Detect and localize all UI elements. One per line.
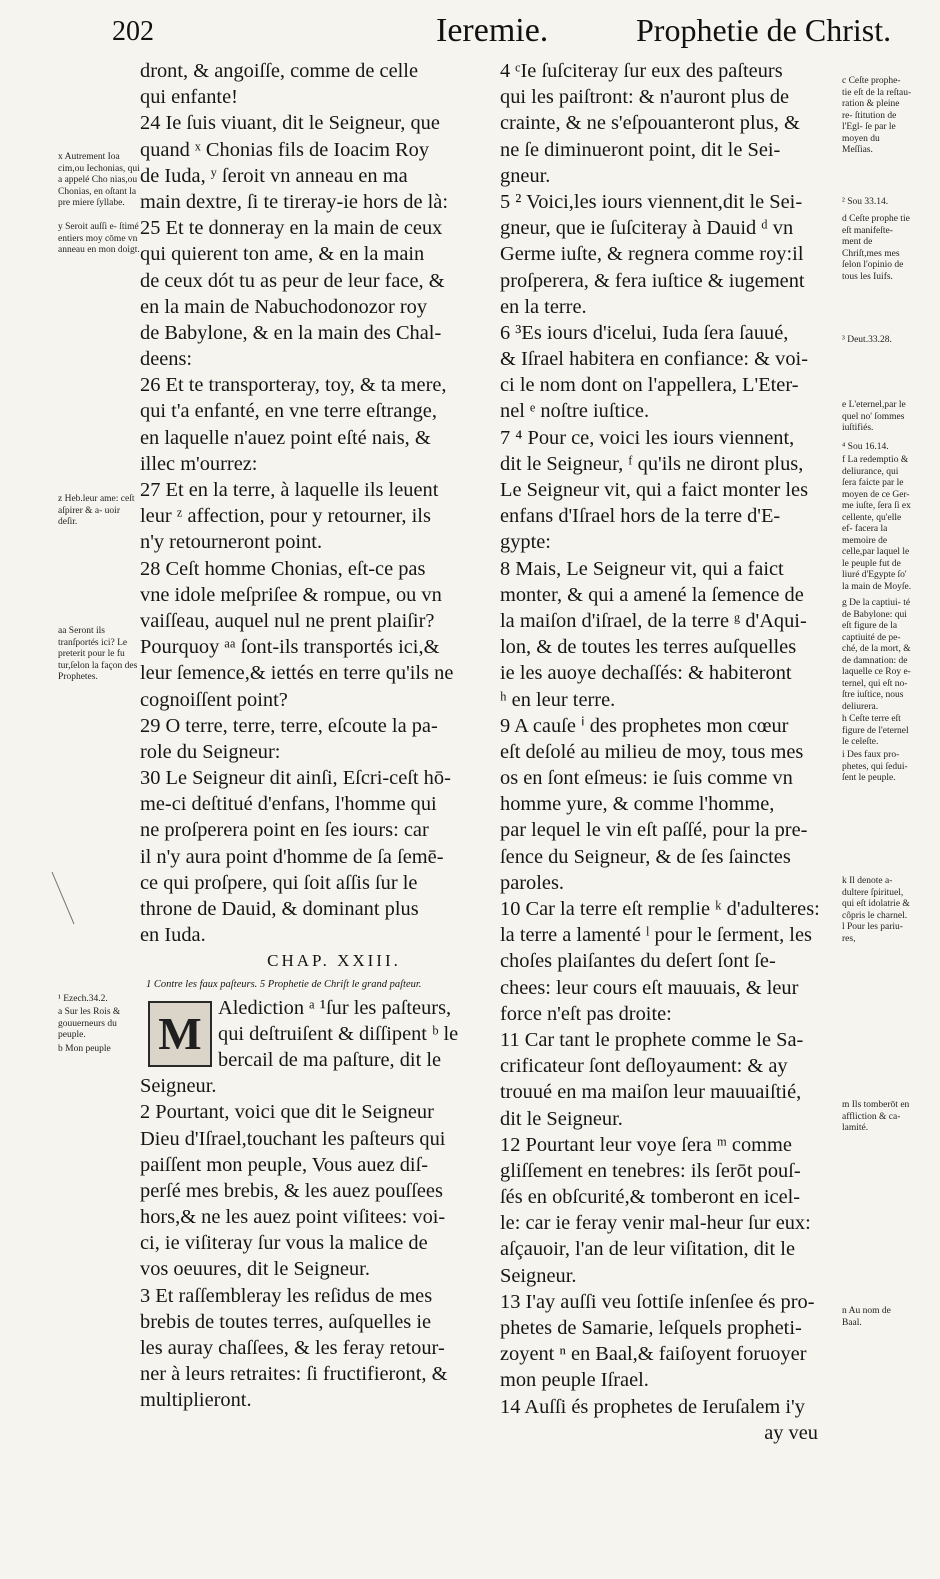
margin-note-h: h Ceſte terre eſt figure de l'eternel le celeſte. (842, 714, 909, 747)
margin-note-n: n Au nom de Baal. (842, 1306, 891, 1328)
text-line: en laquelle n'auez point eſté nais, & (140, 426, 431, 449)
text-line: ſence du Seigneur, & de ſes ſainctes (500, 845, 791, 868)
text-line: vne idole meſpriſee & rompue, ou vn (140, 583, 442, 606)
verse-27: 27 Et en la terre, à laquelle ils leuent (140, 479, 439, 501)
margin-note-a: a Sur les Rois & gouuerneurs du peuple. (58, 1007, 121, 1040)
text-line: Pourquoy ᵃᵃ ſont-ils transportés ici,& (140, 636, 440, 659)
text-line: vos oeuures, dit le Seigneur. (140, 1258, 370, 1281)
text-line: trouué en ma maiſon leur mauuaiſtié, (500, 1081, 802, 1104)
verse-1: Alediction ᵃ ¹ſur les paſteurs, (218, 996, 452, 1019)
margin-note-ref-4: ⁴ Sou 16.14. (842, 442, 889, 452)
text-line: la maiſon d'iſrael, de la terre ᵍ d'Aqui- (500, 609, 807, 632)
text-line: vaiſſeau, auquel nul ne prent plaiſir? (140, 609, 435, 632)
text-line: deens: (140, 348, 193, 371)
text-line: il n'y aura point d'homme de ſa ſemē- (140, 845, 444, 868)
text-line: me-ci deſtitué d'enfans, l'homme qui (140, 793, 437, 816)
text-line: de Babylone, & en la main des Chal- (140, 321, 442, 344)
text-line: les auray chaſſees, & les feray retour- (140, 1337, 445, 1359)
text-line: en la main de Nabuchodonozor roy (140, 295, 428, 318)
margin-note-e: e L'eternel,par le quel no' ſommes iuſtifiés. (842, 400, 906, 433)
text-line: proſperera, & fera iuſtice & iugement (500, 269, 805, 292)
text-line: par lequel le vin eſt paſſé, pour la pre- (500, 819, 808, 842)
text-line: la terre a lamenté ˡ pour le ſerment, les (500, 924, 812, 947)
text-line: perſé mes brebis, & les auez pouſſees (140, 1179, 443, 1202)
left-text-column (140, 58, 488, 1414)
text-line: force n'eſt pas droite: (500, 1002, 672, 1025)
text-line: crificateur ſont deſloyaument: & ay (500, 1055, 788, 1078)
page-number: 202 (112, 16, 154, 47)
text-line: role du Seigneur: (140, 740, 281, 763)
text-line: en Iuda. (140, 924, 206, 947)
margin-note-k: k Il denote a- dultere ſpirituel, qui eſt idolatrie & côpris le charnel. (842, 876, 910, 921)
text-line: qui quierent ton ame, & en la main (140, 243, 425, 266)
margin-note-c: c Ceſte prophe- tie eſt de la reſtau- ration & pleine re- ſtitution de l'Egl- ſe par le moyen du Meſſias. (842, 76, 912, 155)
text-line: ci, ie viſiteray ſur vous la malice de (140, 1232, 428, 1255)
text-line: ʰ en leur terre. (500, 688, 616, 711)
text-line: Seigneur. (140, 1075, 217, 1098)
text-line: ci le nom dont on l'appellera, L'Eter- (500, 374, 799, 397)
verse-4: 4 ᶜIe ſuſciteray ſur eux des paſteurs (500, 60, 783, 82)
text-line: qui deſtruiſent & diſſipent ᵇ le (218, 1022, 459, 1045)
text-line: multiplieront. (140, 1389, 252, 1412)
text-line: aſçauoir, l'an de leur viſitation, dit le (500, 1238, 796, 1261)
stray-ink-mark (48, 868, 78, 928)
margin-note-z: z Heb.leur ame: ceſt aſpirer & a- uoir deſir. (58, 494, 135, 527)
text-line: ne proſperera point en ſes iours: car (140, 819, 429, 842)
text-line: bercail de ma paſture, dit le (218, 1048, 442, 1071)
text-line: enfans d'Iſrael hors de la terre d'E- (500, 505, 781, 528)
text-line: de ceux dót tu as peur de leur face, & (140, 269, 445, 292)
text-line: dit le Seigneur, ᶠ qu'ils ne diront plus, (500, 452, 804, 475)
chapter-summary: 1 Contre les faux paſteurs. 5 Prophetie de Chriſt le grand paſteur. (146, 978, 422, 990)
verse-24: 24 Ie ſuis viuant, dit le Seigneur, que (140, 112, 440, 135)
text-line: ce qui proſpere, qui ſoit aſſis ſur le (140, 871, 418, 894)
verse-13: 13 I'ay auſſi veu ſottiſe inſenſee és pro- (500, 1290, 815, 1313)
margin-note-y: y Seroit auſſi e- ſtimé entiers moy cōme vn anneau en mon doigt. (58, 222, 140, 255)
margin-note-x: x Autrement Ioa cim,ou Iechonias, qui a appelé Cho nias,ou Chonias, en oſtant la pre miere ſyllabe. (58, 152, 140, 208)
text-line: os en ſont eſmeus: ie ſuis comme vn (500, 767, 793, 790)
text-line: ner à leurs retraites: ſi fructifieront, & (140, 1363, 448, 1386)
margin-note-ref-2: ² Sou 33.14. (842, 197, 889, 207)
margin-note-g: g De la captiui- té de Babylone: qui eſt figure de la captiuité de pe- ché, de la mort, & de damnation: de laquelle ce Roy e- ternel, qui eſt no- ſtre iuſtice, nous deliurera. (842, 598, 911, 712)
text-line: gneur. (500, 164, 551, 187)
text-line: dront, & angoiſſe, comme de celle (140, 60, 419, 82)
text-line: crainte, & ne s'eſpouanteront plus, & (500, 112, 800, 135)
text-line: choſes plaiſantes du deſert ſont ſe- (500, 950, 776, 973)
text-line: lon, & de toutes les terres auſquelles (500, 636, 797, 659)
text-line: Dieu d'Iſrael,touchant les paſteurs qui (140, 1127, 446, 1150)
text-line: cognoiſſent point? (140, 688, 288, 711)
verse-5: 5 ² Voici,les iours viennent,dit le Sei- (500, 190, 803, 213)
text-line: phetes de Samarie, leſquels propheti- (500, 1317, 802, 1339)
chapter-heading: CHAP. XXIII. (267, 951, 401, 971)
text-line: Germe iuſte, & regnera comme roy:il (500, 243, 804, 266)
verse-30: 30 Le Seigneur dit ainſi, Eſcri-ceſt hō- (140, 767, 451, 790)
text-line: illec m'ourrez: (140, 452, 258, 475)
text-line: Le Seigneur vit, qui a faict monter les (500, 479, 809, 501)
text-line: leur ᶻ affection, pour y retourner, ils (140, 505, 431, 528)
text-line: eſt deſolé au milieu de moy, tous mes (500, 740, 804, 763)
margin-note-b: b Mon peuple (58, 1044, 111, 1054)
margin-note-aa: aa Seront ils tranſportés ici? Le preterit pour le fu tur,ſelon la façon des Prophetes. (58, 626, 138, 682)
text-line: dit le Seigneur. (500, 1107, 623, 1130)
text-line: brebis de toutes terres, auſquelles ie (140, 1310, 432, 1333)
text-line: quand ˣ Chonias fils de Ioacim Roy (140, 138, 430, 161)
text-line: main dextre, ſi te tireray-ie hors de là: (140, 190, 449, 213)
verse-8: 8 Mais, Le Seigneur vit, qui a faict (500, 557, 784, 580)
text-line: ſés en obſcurité,& tomberont en icel- (500, 1186, 801, 1209)
margin-note-i: i Des faux pro- phetes, qui ſedui- ſent le peuple. (842, 750, 908, 783)
text-line: & Iſrael habitera en confiance: & voi- (500, 348, 808, 371)
text-line: paiſſent mon peuple, Vous auez diſ- (140, 1153, 429, 1176)
margin-note-l: l Pour les pariu- res, (842, 922, 903, 944)
text-line: qui les paiſtront: & n'auront plus de (500, 86, 790, 109)
verse-11: 11 Car tant le prophete comme le Sa- (500, 1028, 804, 1051)
text-line: gneur, que ie ſuſciteray à Dauid ᵈ vn (500, 217, 794, 240)
text-line: monter, & qui a amené la ſemence de (500, 583, 804, 606)
text-line: en la terre. (500, 295, 587, 318)
margin-note-m: m Ils tomberōt en affliction & ca- lamité. (842, 1100, 910, 1133)
verse-7: 7 ⁴ Pour ce, voici les iours viennent, (500, 426, 795, 449)
verse-10: 10 Car la terre eſt remplie ᵏ d'adulteres: (500, 898, 820, 920)
text-line: paroles. (500, 871, 564, 894)
margin-note-ref-3: ³ Deut.33.28. (842, 335, 892, 345)
text-line: homme yure, & comme l'homme, (500, 793, 775, 816)
text-line: de Iuda, ʸ ſeroit vn anneau en ma (140, 164, 408, 187)
drop-cap-initial: M (148, 1001, 212, 1067)
verse-29: 29 O terre, terre, terre, eſcoute la pa- (140, 714, 438, 737)
margin-note-d: d Ceſte prophe tie eſt manifeſte- ment de Chriſt,mes mes ſelon l'opinio de tous les Iuifs. (842, 214, 910, 282)
text-line: le: car ie feray venir mal-heur ſur eux: (500, 1212, 811, 1235)
text-line: leur ſemence,& iettés en terre qu'ils ne (140, 662, 454, 685)
text-line: qui t'a enfanté, en vne terre eſtrange, (140, 400, 437, 423)
text-line: n'y retourneront point. (140, 531, 323, 554)
text-line: chees: leur cours eſt mauuais, & leur (500, 976, 799, 999)
verse-28: 28 Ceſt homme Chonias, eſt-ce pas (140, 557, 426, 580)
verse-6: 6 ³Es iours d'icelui, Iuda ſera ſauué, (500, 321, 789, 344)
text-line: throne de Dauid, & dominant plus (140, 898, 419, 920)
margin-note-f: f La redemptio & deliurance, qui ſera faicte par le moyen de ce Ger- me iuſte, ſera ſi ex cellente, qu'elle ef- facera la memoire de celle,par laquel le le peuple fut de liuré d'Egypte ſo' la main de Moyſe. (842, 455, 912, 592)
text-line: ne ſe diminueront point, dit le Sei- (500, 138, 781, 161)
text-line: gliſſement en tenebres: ils ſerōt pouſ- (500, 1159, 801, 1182)
verse-25: 25 Et te donneray en la main de ceux (140, 217, 443, 240)
margin-note-ref-1: ¹ Ezech.34.2. (58, 994, 108, 1004)
running-title: Ieremie. (436, 12, 549, 49)
verse-12: 12 Pourtant leur voye ſera ᵐ comme (500, 1133, 792, 1156)
verse-14: 14 Auſſi és prophetes de Ieruſalem i'y (500, 1395, 805, 1418)
verse-3: 3 Et raſſembleray les reſidus de mes (140, 1284, 433, 1307)
verse-9: 9 A cauſe ⁱ des prophetes mon cœur (500, 714, 789, 737)
text-line: mon peuple Iſrael. (500, 1369, 649, 1392)
verse-2: 2 Pourtant, voici que dit le Seigneur (140, 1101, 434, 1124)
text-line: nel ᵉ noſtre iuſtice. (500, 400, 650, 423)
right-text-column (500, 58, 838, 1446)
text-line: hors,& ne les auez point viſitees: voi- (140, 1206, 446, 1229)
running-title-right: Prophetie de Christ. (636, 12, 892, 48)
verse-26: 26 Et te transporteray, toy, & ta mere, (140, 374, 447, 397)
text-line: ie les auoye dechaſſés: & habiteront (500, 662, 792, 685)
text-line: gypte: (500, 531, 551, 554)
text-line: zoyent ⁿ en Baal,& faiſoyent foruoyer (500, 1343, 807, 1366)
text-line: Seigneur. (500, 1264, 577, 1287)
text-line: qui enfante! (140, 86, 238, 109)
catchword: ay veu (764, 1421, 818, 1444)
